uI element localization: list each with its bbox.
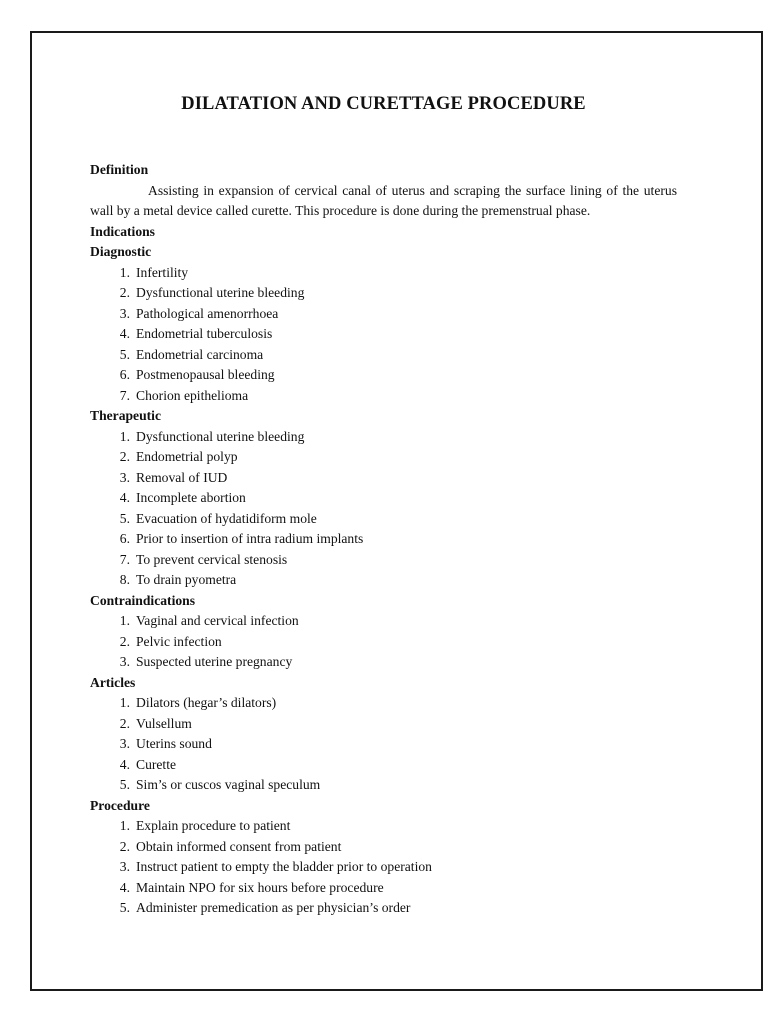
list-item [90,263,677,284]
list-item-text: Incomplete abortion [136,490,246,505]
list-item-text: Endometrial carcinoma [136,346,264,362]
list-item-text: Instruct patient to empty the bladder prior to operation [136,859,432,874]
section-heading-procedure: Procedure [90,797,150,813]
list-item [90,468,677,489]
list-item-text: Vulsellum [136,715,192,731]
list-item-text: Endometrial tuberculosis [136,326,273,341]
list-item-number: 3. [119,469,130,485]
list-item-number: 2. [119,838,130,854]
list-item-number: 5. [119,346,130,362]
list-item [90,550,677,571]
list-item [90,693,677,714]
list-item-number: 1. [119,613,130,628]
list-item-text: Evacuation of hydatidiform mole [136,510,317,526]
list-item-number: 4. [119,756,130,772]
list-item-text: Pathological amenorrhoea [136,305,279,321]
list-item-number: 7. [119,551,130,567]
section-heading-therapeutic: Therapeutic [90,408,161,423]
list-item [90,816,677,837]
list-item [90,345,677,366]
list-item-text: Explain procedure to patient [136,818,291,833]
list-item-number: 4. [119,326,130,341]
list-item-number: 3. [119,859,130,874]
list-item-text: Endometrial polyp [136,449,238,464]
section-heading-diagnostic: Diagnostic [90,244,152,259]
definition-paragraph: Assisting in expansion of cervical canal of uterus and scraping the surface lining of the uterus wall by a metal device called curette. This procedure is done during the premenstrual phase. [90,182,677,218]
diagnostic-list [90,263,677,407]
list-item-number: 1. [119,264,130,280]
list-item [90,283,677,304]
list-item [90,734,677,755]
list-item-number: 1. [119,695,130,710]
list-item [90,714,677,735]
list-item [90,837,677,858]
list-item [90,324,677,345]
list-item-text: Maintain NPO for six hours before procedure [136,879,384,895]
list-item [90,775,677,796]
list-item-number: 2. [119,633,130,649]
list-item-text: Vaginal and cervical infection [136,613,299,628]
list-item-number: 1. [119,428,130,444]
list-item-text: Postmenopausal bleeding [136,367,275,382]
list-item [90,570,677,591]
sections-container [90,160,677,919]
list-item-number: 2. [119,285,130,300]
list-item-number: 2. [119,715,130,731]
list-item [90,755,677,776]
list-item [90,529,677,550]
list-item-text: Curette [136,756,177,772]
list-item-text: Chorion epithelioma [136,387,249,403]
document-body [90,92,677,919]
list-item [90,509,677,530]
list-item [90,652,677,673]
list-item-text: To prevent cervical stenosis [136,551,288,567]
list-item-text: Administer premedication as per physician’s order [136,900,411,915]
list-item-number: 4. [119,490,130,505]
list-item [90,488,677,509]
list-item-text: Prior to insertion of intra radium implants [136,531,364,546]
list-item [90,878,677,899]
list-item-number: 3. [119,654,130,669]
list-item-number: 5. [119,900,130,915]
list-item-text: Removal of IUD [136,469,228,485]
articles-list [90,693,677,796]
therapeutic-list [90,427,677,591]
list-item-text: Dysfunctional uterine bleeding [136,428,305,444]
list-item-number: 4. [119,879,130,895]
list-item-text: Dilators (hegar’s dilators) [136,695,277,710]
list-item-number: 3. [119,305,130,321]
list-item-text: Sim’s or cuscos vaginal speculum [136,777,321,792]
list-item-number: 5. [119,510,130,526]
list-item-text: Obtain informed consent from patient [136,838,342,854]
list-item-number: 5. [119,777,130,792]
section-heading-indications: Indications [90,223,155,239]
list-item-number: 6. [119,531,130,546]
section-heading-contraindications: Contraindications [90,592,195,608]
list-item [90,611,677,632]
list-item-number: 2. [119,449,130,464]
list-item-text: Dysfunctional uterine bleeding [136,285,305,300]
list-item-text: Pelvic infection [136,633,222,649]
list-item-number: 7. [119,387,130,403]
list-item-number: 1. [119,818,130,833]
list-item-number: 8. [119,572,130,587]
section-heading-definition: Definition [90,162,149,177]
section-heading-articles: Articles [90,674,136,690]
list-item-text: Infertility [136,264,189,280]
contraindications-list [90,611,677,673]
list-item-text: To drain pyometra [136,572,237,587]
procedure-list [90,816,677,919]
list-item [90,632,677,653]
list-item-text: Uterins sound [136,736,212,751]
list-item [90,386,677,407]
document-title: DILATATION AND CURETTAGE PROCEDURE [181,94,586,114]
list-item-number: 3. [119,736,130,751]
list-item [90,857,677,878]
list-item-number: 6. [119,367,130,382]
list-item [90,427,677,448]
list-item-text: Suspected uterine pregnancy [136,654,293,669]
list-item [90,365,677,386]
list-item [90,898,677,919]
list-item [90,447,677,468]
list-item [90,304,677,325]
